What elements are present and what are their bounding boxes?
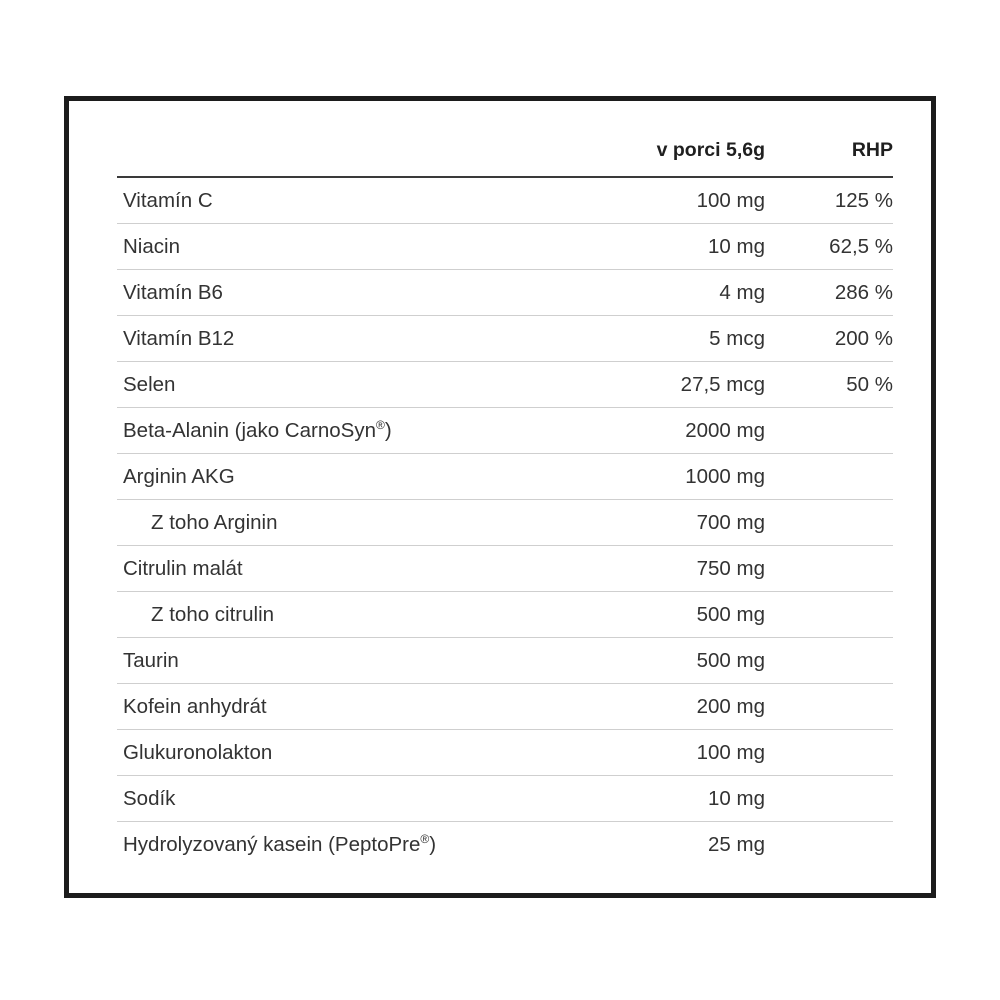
column-header-name xyxy=(117,139,535,177)
ingredient-name: Kofein anhydrát xyxy=(117,684,535,730)
ingredient-amount: 500 mg xyxy=(535,638,769,684)
ingredient-name: Hydrolyzovaný kasein (PeptoPre®) xyxy=(123,832,437,856)
table-row xyxy=(117,500,893,546)
ingredient-name: Vitamín B6 xyxy=(117,270,535,316)
table-row xyxy=(117,177,893,224)
ingredient-name: Niacin xyxy=(117,224,535,270)
table-row xyxy=(117,638,893,684)
ingredient-name: Taurin xyxy=(117,638,535,684)
table-row xyxy=(117,776,893,822)
ingredient-rhp xyxy=(769,546,893,592)
ingredient-name: Beta-Alanin (jako CarnoSyn®) xyxy=(117,408,535,454)
table-row xyxy=(117,270,893,316)
ingredient-amount: 700 mg xyxy=(535,500,769,546)
ingredient-amount: 750 mg xyxy=(535,546,769,592)
ingredient-name: Z toho citrulin xyxy=(117,592,535,638)
ingredient-amount: 5 mcg xyxy=(535,316,769,362)
table-row xyxy=(117,822,893,868)
table-header xyxy=(117,139,893,177)
table-row xyxy=(117,454,893,500)
ingredient-name: Z toho Arginin xyxy=(117,500,535,546)
table-row xyxy=(117,408,893,454)
table-row xyxy=(117,684,893,730)
ingredient-amount: 100 mg xyxy=(535,730,769,776)
ingredient-rhp xyxy=(769,776,893,822)
ingredient-name: Citrulin malát xyxy=(117,546,535,592)
table-row xyxy=(117,316,893,362)
ingredient-amount: 4 mg xyxy=(535,270,769,316)
ingredient-rhp xyxy=(769,822,893,868)
ingredient-amount: 500 mg xyxy=(535,592,769,638)
ingredient-amount: 2000 mg xyxy=(535,408,769,454)
ingredient-rhp xyxy=(769,408,893,454)
ingredient-rhp xyxy=(769,592,893,638)
ingredient-rhp xyxy=(769,684,893,730)
ingredient-rhp xyxy=(769,730,893,776)
ingredient-rhp xyxy=(769,638,893,684)
ingredient-amount: 100 mg xyxy=(535,177,769,224)
ingredient-rhp xyxy=(769,454,893,500)
nutrition-panel xyxy=(64,96,936,898)
table-row xyxy=(117,730,893,776)
column-header-amount: v porci 5,6g xyxy=(535,139,769,177)
ingredient-name: Glukuronolakton xyxy=(117,730,535,776)
ingredient-name: Vitamín B12 xyxy=(117,316,535,362)
ingredient-rhp: 50 % xyxy=(769,362,893,408)
ingredient-amount: 27,5 mcg xyxy=(535,362,769,408)
ingredient-amount: 1000 mg xyxy=(535,454,769,500)
table-row xyxy=(117,224,893,270)
ingredient-rhp: 286 % xyxy=(769,270,893,316)
ingredient-amount: 200 mg xyxy=(535,684,769,730)
ingredient-rhp: 125 % xyxy=(769,177,893,224)
table-body xyxy=(117,177,893,867)
ingredient-name: Selen xyxy=(117,362,535,408)
ingredient-rhp: 200 % xyxy=(769,316,893,362)
ingredient-name: Sodík xyxy=(117,776,535,822)
table-row xyxy=(117,362,893,408)
ingredient-amount: 10 mg xyxy=(535,776,769,822)
ingredient-amount: 25 mg xyxy=(708,833,765,856)
ingredient-rhp: 62,5 % xyxy=(769,224,893,270)
nutrition-table-wrapper xyxy=(117,139,893,867)
table-header-row xyxy=(117,139,893,177)
ingredient-name: Arginin AKG xyxy=(117,454,535,500)
table-row xyxy=(117,592,893,638)
ingredient-rhp xyxy=(769,500,893,546)
nutrition-table xyxy=(117,139,893,867)
column-header-rhp: RHP xyxy=(769,139,893,177)
table-row xyxy=(117,546,893,592)
ingredient-name: Vitamín C xyxy=(117,177,535,224)
ingredient-amount: 10 mg xyxy=(535,224,769,270)
